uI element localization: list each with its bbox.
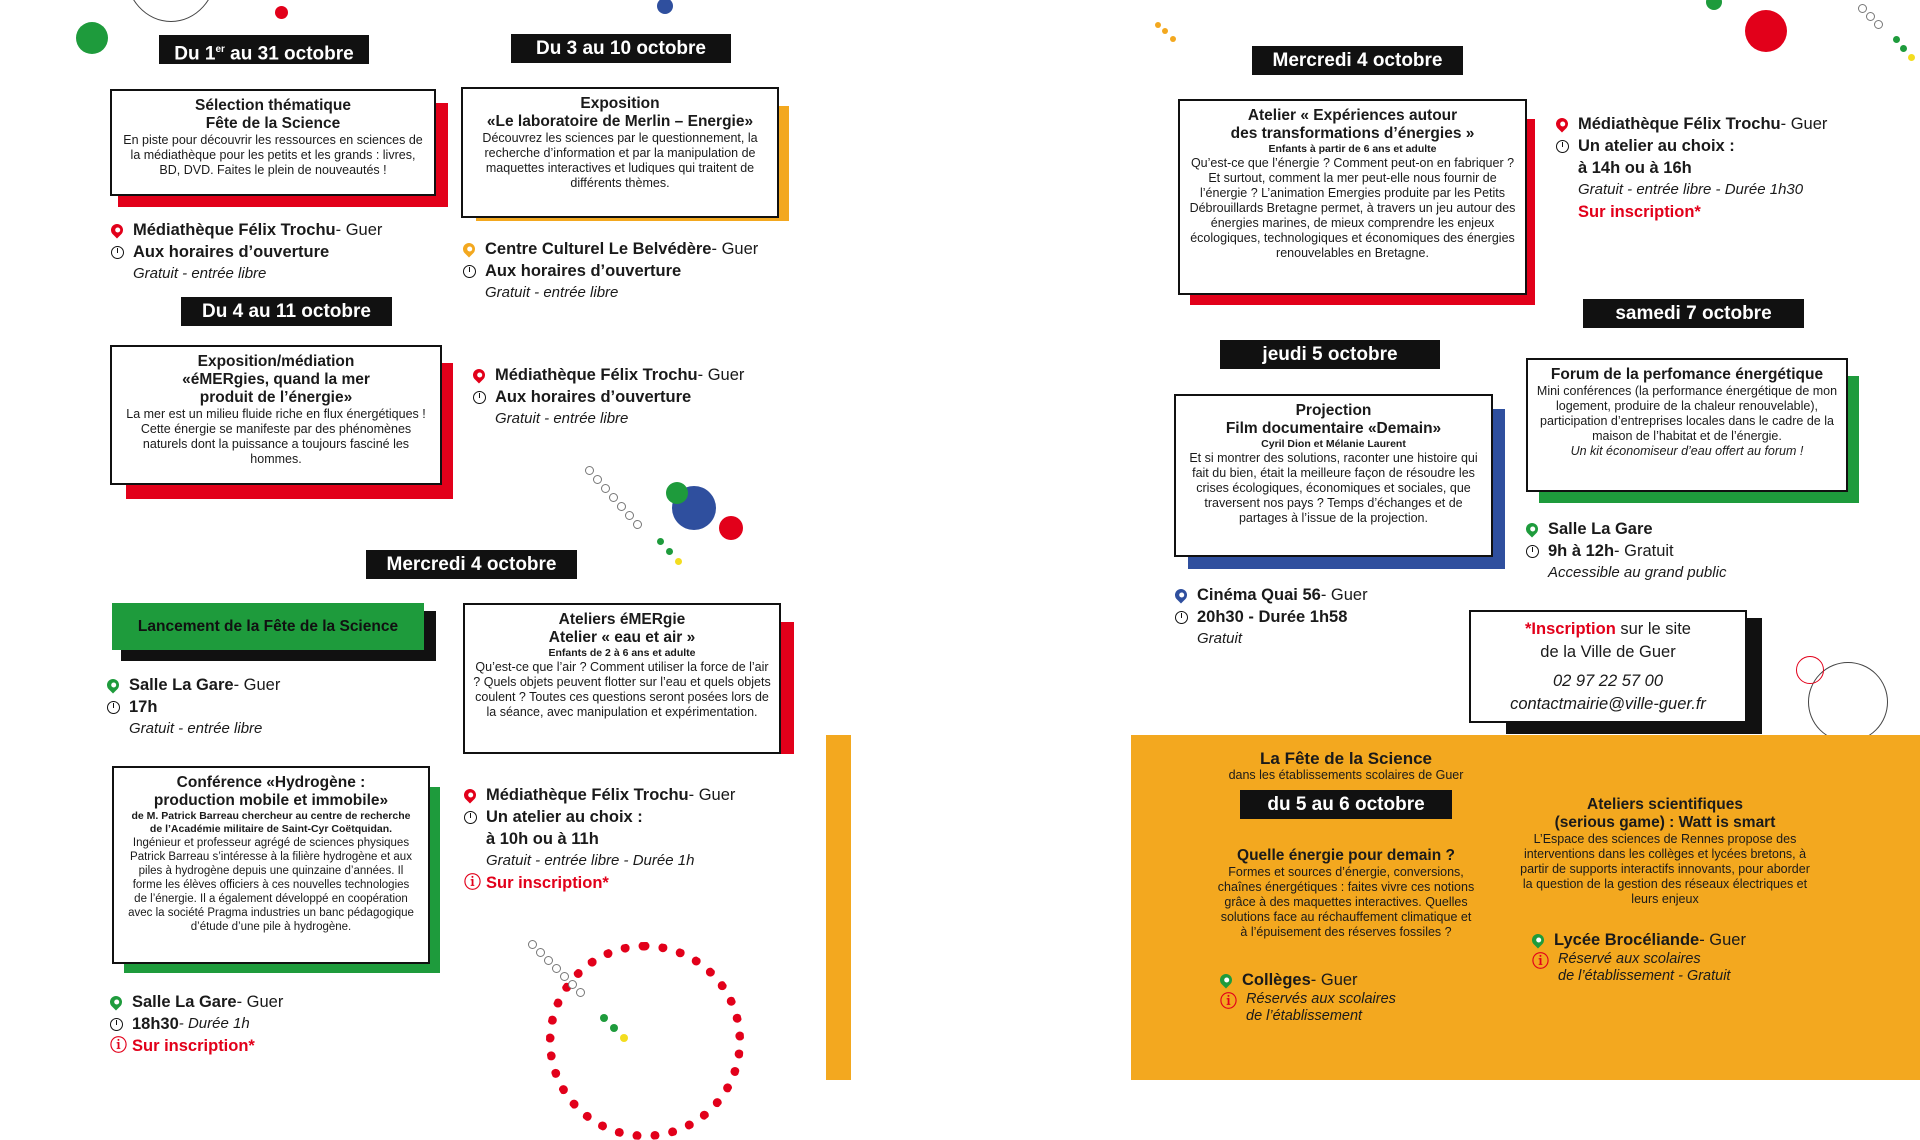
date-label: Mercredi 4 octobre: [366, 550, 577, 579]
deco-ring: [544, 956, 553, 965]
event-description: En piste pour découvrir les ressources en sciences de la médiathèque pour les petits et les grands : livres, BD, DVD. Faites le plein de nouveautés !: [123, 133, 423, 177]
deco-ring: [593, 475, 602, 484]
contact-card: *Inscription sur le site de la Ville de Guer 02 97 22 57 00 contactmairie@ville-guer.fr: [1469, 610, 1747, 723]
location-pin-icon: [1524, 521, 1541, 538]
deco-ring: [1866, 12, 1875, 21]
deco-ring: [576, 988, 585, 997]
location-pin-icon: [109, 222, 126, 239]
location-pin-icon: [471, 367, 488, 384]
deco-dot: [719, 516, 743, 540]
event-card: Ateliers éMERgie Atelier « eau et air » Enfants de 2 à 6 ans et adulte Qu’est-ce que l’air ? Comment utiliser la force de l’air ? Quels objets peuvent flotter sur l’eau et quels objets coulent ? Toutes ces questions seront posées lors de la séance, avec manipulation et expérimentation.: [463, 603, 781, 754]
deco-yellow-bar: [826, 735, 851, 1080]
deco-hatched-ring: [546, 942, 744, 1140]
deco-dot: [666, 548, 673, 555]
location-pin-icon: [1173, 587, 1190, 604]
deco-dot: [610, 1024, 618, 1032]
event-title: Fête de la Science: [205, 115, 341, 132]
date-label: Du 1er au 31 octobre: [159, 35, 369, 64]
date-label: Du 4 au 11 octobre: [181, 297, 392, 326]
event-info: Médiathèque Félix Trochu - Guer Un atelier au choix : à 10h ou à 11h Gratuit - entrée libre - Durée 1h ⓘ Sur inscription*: [464, 784, 735, 894]
event-title: Sélection thématique: [195, 97, 351, 114]
date-label: du 5 au 6 octobre: [1240, 790, 1452, 819]
location-pin-icon: [1554, 116, 1571, 133]
clock-icon: [463, 265, 476, 278]
event-card: Conférence «Hydrogène : production mobile et immobile» de M. Patrick Barreau chercheur au centre de recherche de l’Académie militaire de Saint-Cyr Coëtquidan. Ingénieur et professeur agrégé de sciences physiques Patrick Barreau s’intéresse à la filière hydrogène et aux piles à hydrogène depuis une quinzaine d’années. Il forme les élèves officiers à ces nouvelles technologies de l’énergie. Il a également développé en coopération avec la société Pragma industries un banc pédagogique d’étude d’une pile à hydrogène.: [112, 766, 430, 964]
deco-ring: [609, 493, 618, 502]
deco-ring-top: [125, 0, 217, 22]
deco-ring: [528, 940, 537, 949]
warning-icon: ⓘ: [464, 873, 481, 893]
deco-dot: [657, 0, 673, 14]
clock-icon: [1556, 140, 1569, 153]
location-pin-icon: [462, 787, 479, 804]
deco-dot: [1893, 36, 1900, 43]
launch-banner: Lancement de la Fête de la Science: [112, 603, 424, 650]
schools-event-right: Ateliers scientifiques (serious game) : Watt is smart L’Espace des sciences de Rennes propose des interventions dans les collèges et lycées bretons, à partir de supports interactifs innovants, pour aborder la question de la gestion des réseaux électriques et leurs enjeux: [1520, 796, 1810, 906]
deco-ring: [617, 502, 626, 511]
clock-icon: [107, 701, 120, 714]
location-pin-icon: [1530, 932, 1547, 949]
deco-dot: [620, 1034, 628, 1042]
event-card: Atelier « Expériences autour des transformations d’énergies » Enfants à partir de 6 ans et adulte Qu’est-ce que l’énergie ? Comment peut-on en fabriquer ? Et surtout, comment la mer peut-elle nous fournir de l’énergie ? L’animation Emergies produite par les Petits Débrouillards Bretagne permet, à travers un jeu autour des énergies marines, de mieux comprendre les enjeux écologiques, technologiques et économiques des énergies renouvelables en Bretagne.: [1178, 99, 1527, 295]
deco-dot: [1900, 45, 1907, 52]
location-pin-icon: [108, 994, 125, 1011]
clock-icon: [464, 811, 477, 824]
deco-ring: [1874, 20, 1883, 29]
clock-icon: [1175, 611, 1188, 624]
event-info: Médiathèque Félix Trochu - Guer Un atelier au choix : à 14h ou à 16h Gratuit - entrée libre - Durée 1h30 Sur inscription*: [1556, 113, 1827, 223]
deco-ring: [1796, 656, 1824, 684]
event-info: Médiathèque Félix Trochu - Guer Aux horaires d’ouverture Gratuit - entrée libre: [111, 219, 382, 285]
event-card: Exposition/médiation «éMERgies, quand la mer produit de l’énergie» La mer est un milieu fluide riche en flux énergétiques ! Cette énergie se manifeste par des phénomènes naturels dont la puissance a toujours fasciné les hommes.: [110, 345, 442, 485]
deco-dot: [1745, 10, 1787, 52]
deco-dot: [1155, 22, 1161, 28]
location-pin-icon: [1218, 972, 1235, 989]
deco-dot: [76, 22, 108, 54]
deco-dot: [600, 1014, 608, 1022]
event-card: Exposition «Le laboratoire de Merlin – Energie» Découvrez les sciences par le questionnement, la recherche d’information et par la manipulation de maquettes interactives et ludiques qui traitent de différents thèmes.: [461, 87, 779, 218]
deco-ring: [633, 520, 642, 529]
deco-ring: [625, 511, 634, 520]
contact-email[interactable]: contactmairie@ville-guer.fr: [1510, 695, 1706, 713]
deco-ring: [1858, 4, 1867, 13]
warning-icon: ⓘ: [1532, 952, 1549, 972]
event-info: Salle La Gare - Guer 17h Gratuit - entrée libre: [107, 674, 280, 740]
warning-icon: ⓘ: [1220, 992, 1237, 1012]
deco-dot: [675, 558, 682, 565]
event-info: Lycée Brocéliande - Guer ⓘ Réservé aux scolaires de l’établissement - Gratuit: [1532, 929, 1746, 985]
schools-subtitle: dans les établissements scolaires de Guer: [1228, 768, 1464, 782]
event-info: Collèges - Guer ⓘ Réservés aux scolaires de l’établissement: [1220, 969, 1396, 1025]
deco-ring: [552, 964, 561, 973]
clock-icon: [1526, 545, 1539, 558]
deco-dot: [1170, 36, 1176, 42]
event-info: Salle La Gare 9h à 12h - Gratuit Accessible au grand public: [1526, 518, 1726, 584]
event-card: Forum de la perfomance énergétique Mini conférences (la performance énergétique de mon logement, produire de la chaleur renouvelable), participation d’entreprises locales dans le cadre de la maison de l’habitat et de l’énergie. Un kit économiseur d’eau offert au forum !: [1526, 358, 1848, 492]
deco-ring: [568, 980, 577, 989]
date-label: samedi 7 octobre: [1583, 299, 1804, 328]
deco-ring: [601, 484, 610, 493]
schools-title: La Fête de la Science: [1260, 749, 1432, 768]
warning-icon: ⓘ: [110, 1036, 127, 1056]
location-pin-icon: [105, 677, 122, 694]
clock-icon: [473, 391, 486, 404]
deco-dot: [1908, 54, 1915, 61]
deco-ring: [536, 948, 545, 957]
date-label: Du 3 au 10 octobre: [511, 34, 731, 63]
schools-event-left: Quelle énergie pour demain ? Formes et sources d’énergie, conversions, chaînes énergétiques : faites vivre ces notions grâce à des maquettes interactives. Quelles solutions face au réchauffement climatique et à l’épuisement des réserves fossiles ?: [1217, 847, 1475, 939]
date-label: Mercredi 4 octobre: [1252, 46, 1463, 75]
event-card: Projection Film documentaire «Demain» Cyril Dion et Mélanie Laurent Et si montrer des solutions, raconter une histoire qui fait du bien, était la meilleure façon de résoudre les crises écologiques, économiques et sociales, que traversent nos pays ? Temps d’échanges et de partages à l’issue de la projection.: [1174, 394, 1493, 557]
deco-dot: [666, 482, 688, 504]
clock-icon: [111, 246, 124, 259]
clock-icon: [110, 1018, 123, 1031]
deco-dot: [1162, 28, 1168, 34]
event-card: [110, 89, 436, 196]
event-info: Centre Culturel Le Belvédère - Guer Aux horaires d’ouverture Gratuit - entrée libre: [463, 238, 758, 304]
deco-dot: [275, 6, 288, 19]
deco-dot: [1706, 0, 1722, 10]
deco-dot: [657, 538, 664, 545]
event-info: Cinéma Quai 56 - Guer 20h30 - Durée 1h58 Gratuit: [1175, 584, 1368, 650]
contact-phone: 02 97 22 57 00: [1552, 672, 1664, 690]
date-label: jeudi 5 octobre: [1220, 340, 1440, 369]
event-info: Salle La Gare - Guer 18h30 - Durée 1h ⓘ Sur inscription*: [110, 991, 283, 1057]
event-info: Médiathèque Félix Trochu - Guer Aux horaires d’ouverture Gratuit - entrée libre: [473, 364, 744, 430]
deco-ring: [560, 972, 569, 981]
deco-ring: [585, 466, 594, 475]
location-pin-icon: [461, 241, 478, 258]
